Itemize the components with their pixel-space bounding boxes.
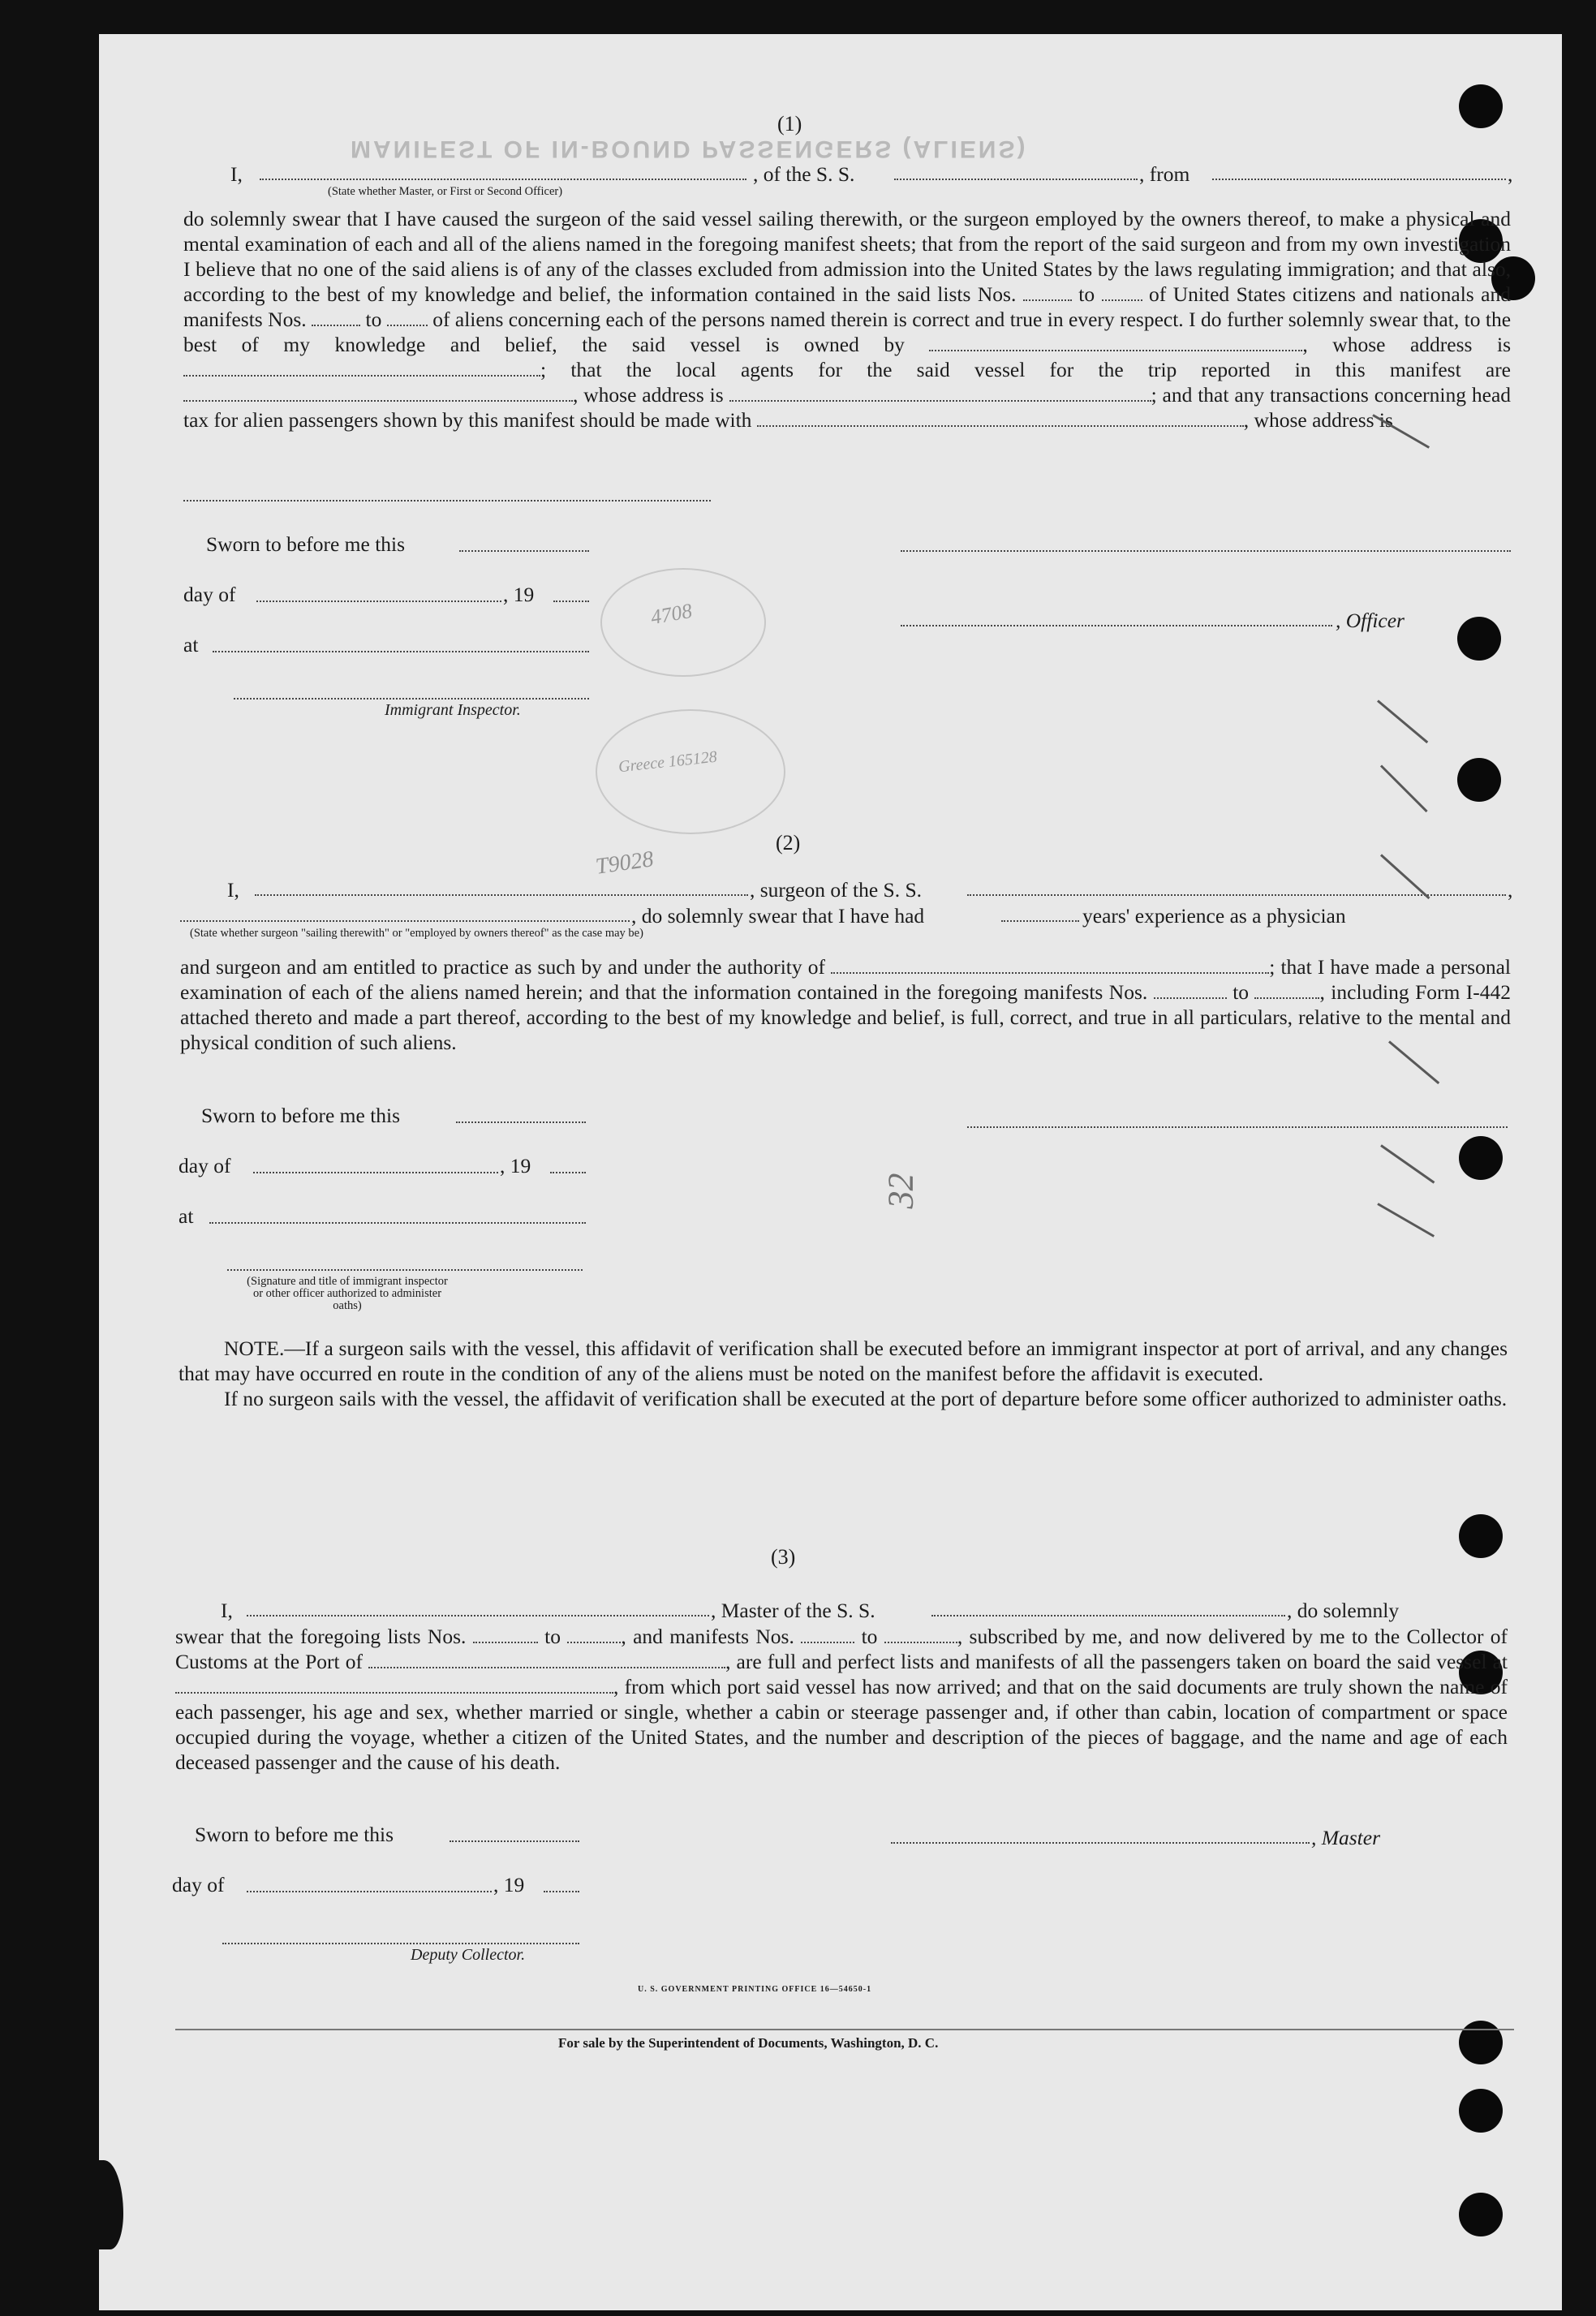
punch-hole xyxy=(1459,2089,1503,2133)
s1-year: , 19 xyxy=(503,583,535,606)
check-mark xyxy=(1380,1144,1435,1183)
s3-i: I, xyxy=(221,1599,233,1622)
s2-comma: , xyxy=(1508,878,1513,902)
s1-officer-note: (State whether Master, or First or Second Officer) xyxy=(328,185,563,198)
s2-type-field[interactable] xyxy=(180,920,630,922)
s1-signature-field[interactable] xyxy=(901,550,1511,552)
s2-i: I, xyxy=(227,878,239,902)
s1-manifests-from-field[interactable] xyxy=(312,308,360,326)
s3-solemnly: , do solemnly xyxy=(1287,1599,1400,1622)
s1-officer-sign-field[interactable] xyxy=(901,625,1332,626)
footer-rule xyxy=(175,2029,1514,2030)
bleed-through-header: MANIFEST OF IN-BOUND PASSENGERS (ALIENS) xyxy=(351,136,1028,162)
s3-vessel-field[interactable] xyxy=(931,1615,1285,1616)
s2-manifests-from-field[interactable] xyxy=(1154,981,1227,999)
s1-agents-field[interactable] xyxy=(183,384,573,402)
s1-headtax-address-field[interactable] xyxy=(183,500,711,502)
s1-lists-to-field[interactable] xyxy=(1102,283,1142,301)
s1-inspector-sign-field[interactable] xyxy=(234,698,589,700)
s2-inspector-sign-field[interactable] xyxy=(227,1269,583,1271)
s2-note-label: NOTE. xyxy=(224,1337,285,1360)
s3-full: , are full and perfect lists and manifests of all the passengers taken on board the said vessel at xyxy=(725,1650,1508,1673)
punch-hole xyxy=(1459,2193,1503,2236)
s1-at: at xyxy=(183,633,199,656)
s3-sworn: Sworn to before me this xyxy=(195,1823,394,1846)
s3-collector-sign-field[interactable] xyxy=(222,1943,579,1944)
s2-oath-paragraph xyxy=(180,954,1511,1055)
s3-from-which: , from which port said vessel has now arrived; and that on the said documents are truly shown the name of each passenger, his age and sex, whether married or single, whether a cabin or steerage passenger and, if other than cabin, location of compartment or space occupied during the voyage, whether a citizen of the United States, and the number and description of the pieces of baggage, and the name and age of each deceased passenger and the cause of his death. xyxy=(175,1675,1508,1774)
s1-to1: to xyxy=(1078,282,1095,306)
s3-year-field[interactable] xyxy=(544,1891,579,1892)
s3-day-of: day of xyxy=(172,1873,225,1896)
s1-semi1: ; xyxy=(540,358,547,381)
s1-para-e: ; and that any transactions concerning head tax for alien passengers shown by this manifest should be made with xyxy=(183,383,1512,432)
s3-master-sign-field[interactable] xyxy=(891,1842,1310,1844)
s2-para-c: , including Form I-442 attached thereto and made a part thereof, according to the best of my knowledge and belief, is full, correct, and true in all particulars, relative to the mental and physical condition of such aliens. xyxy=(180,980,1512,1054)
s1-year-field[interactable] xyxy=(553,601,589,602)
s2-years-field[interactable] xyxy=(1001,920,1079,922)
s3-year: , 19 xyxy=(493,1873,525,1896)
s3-to2: to xyxy=(861,1625,878,1648)
s2-note2-text: If no surgeon sails with the vessel, the affidavit of verification shall be executed at the port of departure before some officer authorized to administer oaths. xyxy=(224,1387,1508,1410)
s1-comma1: , xyxy=(573,383,579,407)
s2-at: at xyxy=(179,1204,194,1228)
s1-para-c: of aliens concerning each of the persons named therein is correct and true in every respect. I do further solemnly swear that, to the best of my knowledge and belief, the said vessel is owned by xyxy=(183,308,1512,356)
s1-owner-field[interactable] xyxy=(929,334,1302,351)
s1-oath-paragraph xyxy=(183,206,1511,433)
s3-para-a: swear that the foregoing lists Nos. xyxy=(175,1625,467,1648)
s3-subscribed: , subscribed by me, and now delivered by me to the Collector of Customs at the Port of xyxy=(175,1625,1508,1673)
s1-from-field[interactable] xyxy=(1212,179,1506,180)
check-mark xyxy=(1380,764,1428,812)
footer-sale-note: For sale by the Superintendent of Documents, Washington, D. C. xyxy=(558,2035,939,2051)
s3-lists-to-field[interactable] xyxy=(567,1625,621,1643)
s1-officer-label: , Officer xyxy=(1336,609,1405,632)
s1-inspector-label: Immigrant Inspector. xyxy=(385,701,521,719)
s3-to1: to xyxy=(544,1625,561,1648)
s1-agents-address-field[interactable] xyxy=(729,384,1151,402)
s1-para-d: that the local agents for the said vessel for the trip reported in this manifest are xyxy=(570,358,1512,381)
s1-para-a: do solemnly swear that I have caused the surgeon of the said vessel sailing therewith, or the surgeon employed by the owners thereof, to make a physical and mental examination of each and all of the aliens named in the foregoing manifest sheets; that from the report of the said surgeon and from my own investigation I believe that no one of the said aliens is of any of the classes excluded from admission into the United States by the laws regulating immigration; and that also, according to the best of my knowledge and belief, the information contained in the said lists Nos. xyxy=(183,207,1511,306)
s1-whose2: whose address is xyxy=(583,383,724,407)
section-3-number: (3) xyxy=(771,1545,796,1569)
check-mark xyxy=(1377,1203,1435,1238)
s1-lists-from-field[interactable] xyxy=(1023,283,1072,301)
s2-manifests-to-field[interactable] xyxy=(1254,981,1319,999)
s3-port-field[interactable] xyxy=(368,1651,725,1668)
printing-office-imprint: U. S. GOVERNMENT PRINTING OFFICE 16—54650-1 xyxy=(638,1985,872,1994)
s1-manifests-to-field[interactable] xyxy=(387,308,428,326)
s3-sworn-date-field[interactable] xyxy=(450,1840,579,1842)
s1-day-of: day of xyxy=(183,583,236,606)
s2-to: to xyxy=(1232,980,1250,1004)
punch-hole xyxy=(1459,2021,1503,2064)
s1-headtax-field[interactable] xyxy=(757,409,1244,427)
s3-oath-paragraph xyxy=(175,1624,1508,1775)
torn-edge xyxy=(91,2160,123,2249)
s1-vessel-field[interactable] xyxy=(894,179,1138,180)
s1-officer-field[interactable] xyxy=(260,179,746,180)
s1-comma: , xyxy=(1508,162,1513,186)
section-1-number: (1) xyxy=(777,112,802,136)
check-mark xyxy=(1380,854,1430,899)
check-mark xyxy=(1377,700,1428,743)
s2-note-text: —If a surgeon sails with the vessel, this affidavit of verification shall be executed before an immigrant inspector at port of arrival, and any changes that may have occurred en route in the condition of any of the aliens must be noted on the manifest before the affidavit is executed. xyxy=(179,1337,1508,1385)
s2-type-note: (State whether surgeon "sailing therewith" or "employed by owners thereof" as the case may be) xyxy=(190,927,643,940)
s1-whose1: , whose address is xyxy=(1302,333,1512,356)
s2-semi: ; xyxy=(1269,955,1276,979)
s2-sworn-date-field[interactable] xyxy=(456,1121,586,1123)
handwritten-number: T9028 xyxy=(594,846,656,880)
s3-lists-from-field[interactable] xyxy=(473,1625,538,1643)
stamp-text: 4708 xyxy=(648,598,695,630)
s1-para-b: of United States citizens and nationals and manifests Nos. xyxy=(183,282,1511,331)
s1-i: I, xyxy=(230,162,243,186)
s2-sig-note: (Signature and title of immigrant inspector or other officer authorized to administer oaths) xyxy=(247,1275,448,1312)
s2-at-field[interactable] xyxy=(209,1222,586,1224)
punch-hole xyxy=(1457,758,1501,802)
s2-signature-field[interactable] xyxy=(967,1126,1508,1128)
s2-surgeon: , surgeon of the S. S. xyxy=(750,878,923,902)
punch-hole xyxy=(1459,1136,1503,1180)
s2-swear: , do solemnly swear that I have had xyxy=(631,904,925,928)
s2-year: , 19 xyxy=(500,1154,531,1177)
s1-at-field[interactable] xyxy=(213,651,589,652)
s1-from: , from xyxy=(1139,162,1190,186)
form-page xyxy=(99,34,1562,2310)
s2-name-field[interactable] xyxy=(255,894,748,896)
s2-para-a: and surgeon and am entitled to practice as such by and under the authority of xyxy=(180,955,826,979)
s1-whose3: , whose address is xyxy=(1243,408,1393,432)
s2-sworn: Sworn to before me this xyxy=(201,1104,401,1127)
s1-owner-address-field[interactable] xyxy=(183,359,540,377)
s3-deputy-label: Deputy Collector. xyxy=(411,1946,526,1964)
s3-name-field[interactable] xyxy=(247,1615,709,1616)
punch-hole xyxy=(1459,1514,1503,1558)
s2-authority-field[interactable] xyxy=(831,956,1269,974)
s3-manifests-from-field[interactable] xyxy=(801,1625,854,1643)
s1-sworn-date-field[interactable] xyxy=(459,550,589,552)
s2-note-paragraph xyxy=(179,1336,1508,1411)
s2-day-of: day of xyxy=(179,1154,231,1177)
s2-day-field[interactable] xyxy=(253,1172,498,1173)
section-2-number: (2) xyxy=(776,831,801,855)
s1-to2: to xyxy=(365,308,382,331)
s3-master-of: , Master of the S. S. xyxy=(711,1599,875,1622)
s1-of-ss: , of the S. S. xyxy=(753,162,855,186)
s3-manifests-to-field[interactable] xyxy=(884,1625,957,1643)
s1-day-field[interactable] xyxy=(256,601,501,602)
punch-hole xyxy=(1457,617,1501,661)
s2-years: years' experience as a physician xyxy=(1082,904,1346,928)
s3-manifests: , and manifests Nos. xyxy=(621,1625,794,1648)
s1-sworn: Sworn to before me this xyxy=(206,532,406,556)
handwritten-number: 32 xyxy=(880,1173,921,1209)
punch-hole xyxy=(1459,84,1503,128)
stamp-text: Greece 165128 xyxy=(617,747,718,777)
s3-day-field[interactable] xyxy=(247,1891,492,1892)
s2-year-field[interactable] xyxy=(550,1172,586,1173)
s2-para-b: that I have made a personal examination of each of the aliens named herein; and that the information contained in the foregoing manifests Nos. xyxy=(180,955,1511,1004)
s3-master-label: , Master xyxy=(1311,1826,1380,1849)
s3-boarded-at-field[interactable] xyxy=(175,1676,613,1694)
